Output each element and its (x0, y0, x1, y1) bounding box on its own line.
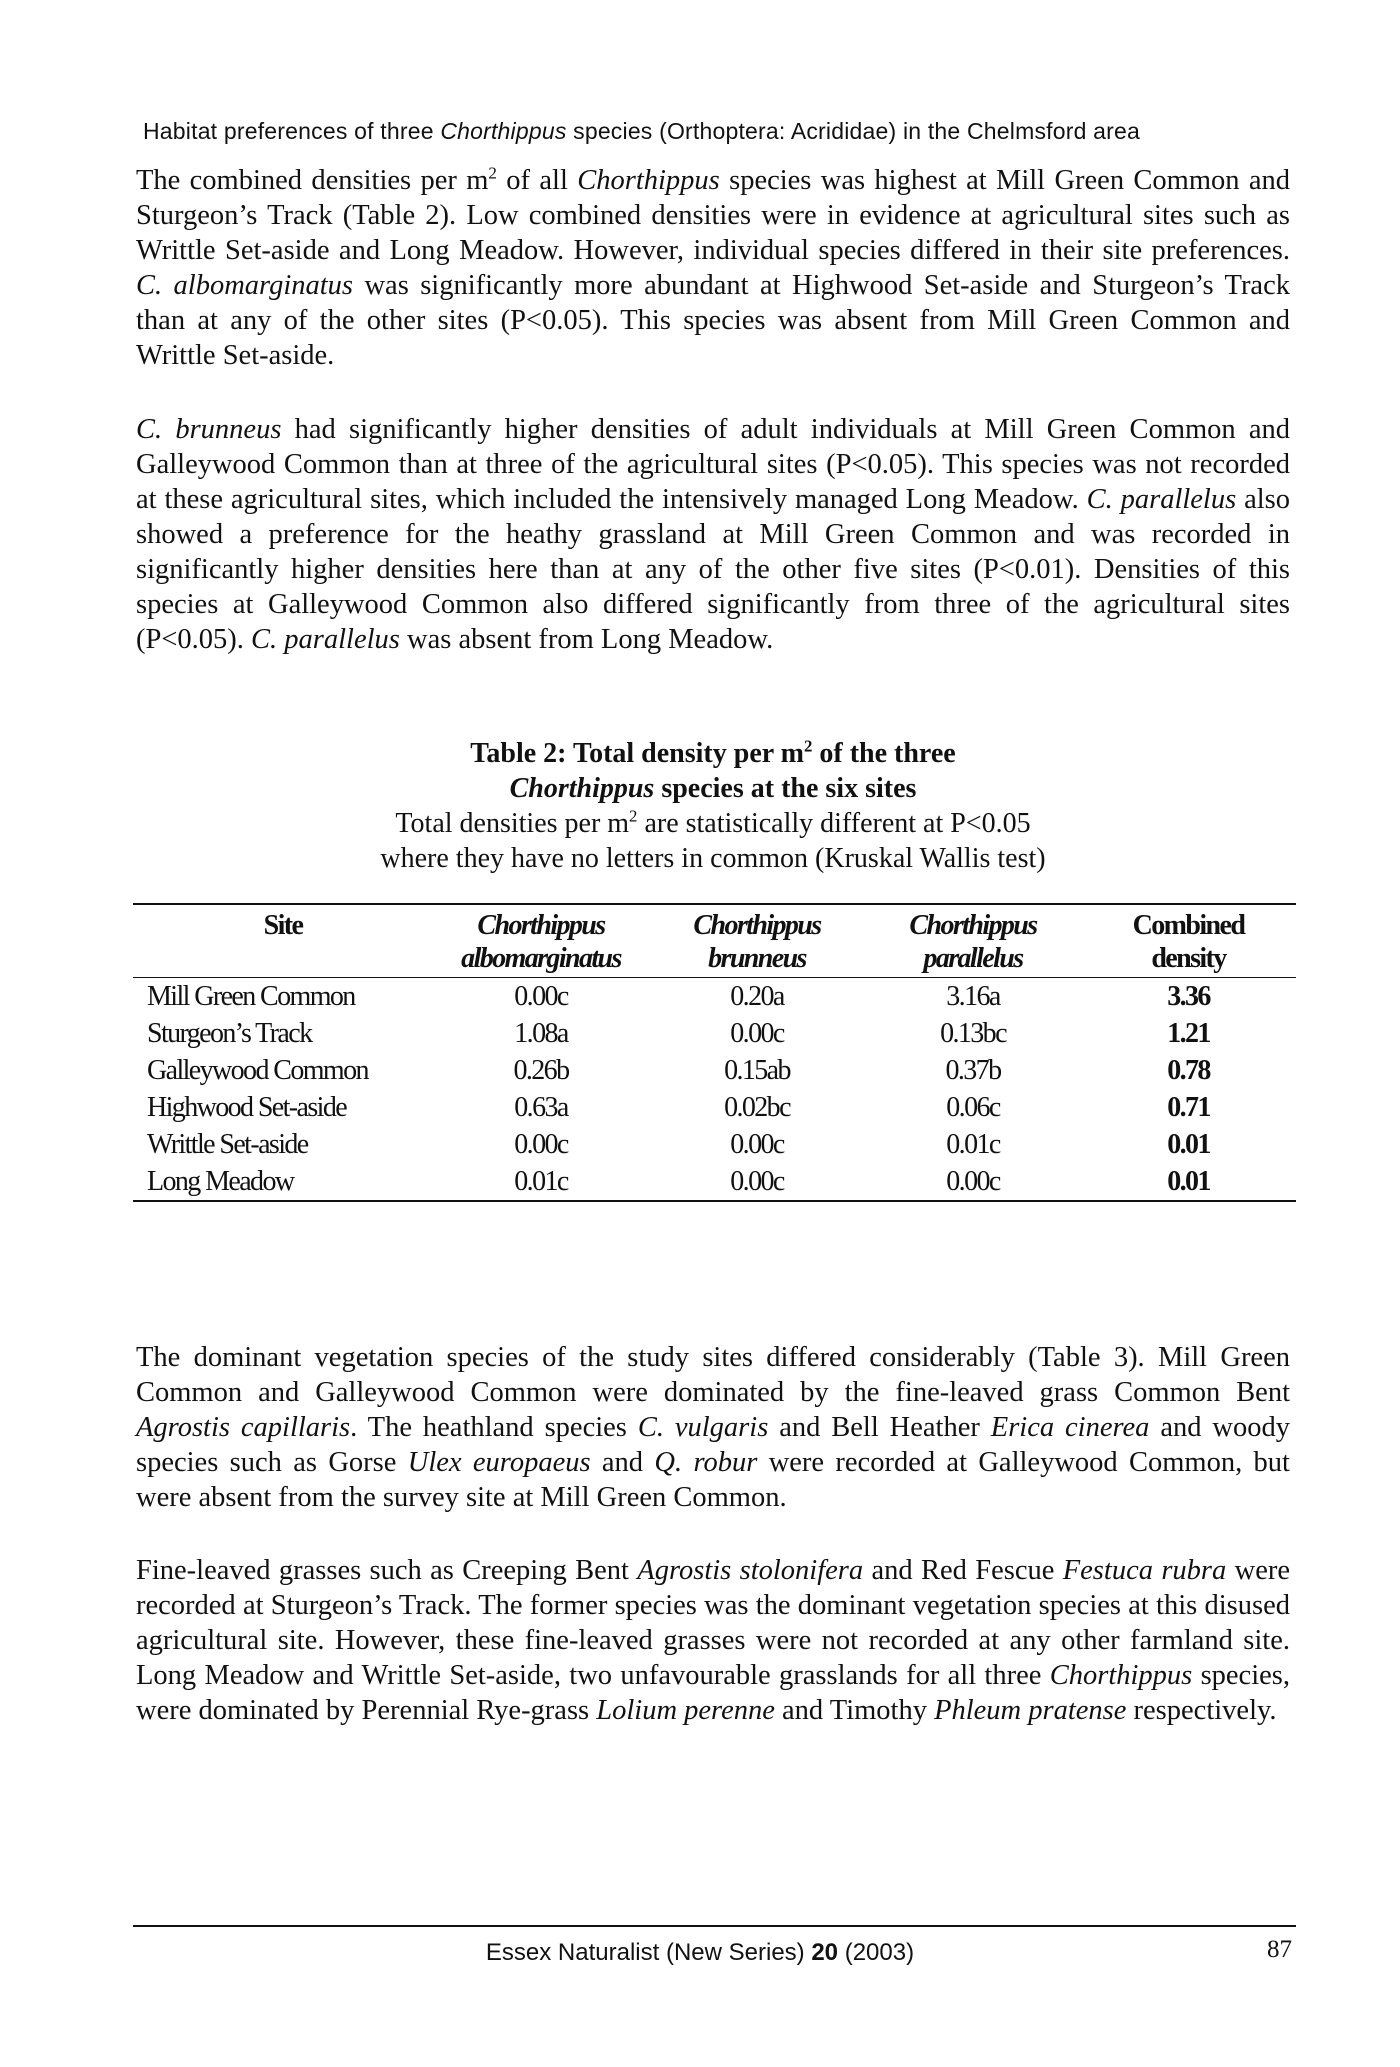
text-run: are statistically different at P<0.05 (637, 808, 1031, 839)
header-albomarginatus (433, 904, 649, 978)
text-run: and woody species such as Gorse (136, 1412, 1290, 1478)
site-cell: Mill Green Common (147, 981, 355, 1012)
brunneus-cell: 0.20a (730, 981, 784, 1012)
text-run: Total densities per m (395, 808, 630, 839)
header-text-pre: Habitat preferences of three (143, 118, 441, 144)
site-cell: Highwood Set-aside (147, 1092, 347, 1123)
text-run: Essex Naturalist (New Series) (485, 1939, 812, 1966)
running-header (143, 118, 1293, 145)
table-row (133, 1163, 1296, 1201)
header-combined-density (1081, 904, 1296, 978)
text-run: species at the six sites (654, 773, 917, 804)
text-run: (2003) (838, 1939, 915, 1966)
text-run: had significantly higher densities of adult individuals at Mill Green Common and Galleywood Common than at three of the agricultural sites (P<0.05). This species was not recorded at these agricultural sites, which included the intensively managed Long Meadow. (136, 414, 1291, 515)
footer-journal-citation (300, 1939, 1100, 1967)
site-cell: Sturgeon’s Track (147, 1018, 312, 1049)
species-name: Phleum pratense (934, 1695, 1127, 1726)
species-name: C. parallelus (1086, 484, 1237, 515)
table-caption (136, 736, 1290, 876)
superscript: 2 (629, 806, 638, 826)
text-run: also showed a preference for the heathy grassland at Mill Green Common and was recorded in significantly higher densities here than at any of the other five sites (P<0.01). Densities of this species at Galleywood Common also differed significantly from three of the agricultural sites (P<0.05). (136, 484, 1290, 655)
site-cell: Long Meadow (133, 1163, 433, 1201)
albomarginatus-cell: 1.08a (514, 1018, 568, 1049)
table-row (133, 1015, 1296, 1052)
species-name: Lolium perenne (596, 1695, 775, 1726)
text-run: was absent from Long Meadow. (399, 624, 774, 655)
text-run: were recorded at Sturgeon’s Track. The former species was the dominant vegetation species at this disused agricultural site. However, these fine-leaved grasses were not recorded at any other farmland site. Long Meadow and Writtle Set-aside, two unfavourable grasslands for all three (136, 1555, 1290, 1691)
text-run: of the three (812, 738, 956, 769)
albomarginatus-cell: 0.01c (433, 1163, 649, 1201)
combined-density-cell: 1.21 (1167, 1018, 1210, 1049)
text-run: species was highest at Mill Green Common and Sturgeon’s Track (Table 2). Low combined densities were in evidence at agricultural sites such as Writtle Set-aside and Long Meadow. However, individual species differed in their site preferences. (136, 165, 1291, 266)
albomarginatus-cell: 0.26b (513, 1055, 569, 1086)
paragraph-brunneus-parallelus (136, 412, 1290, 657)
text-run: The dominant vegetation species of the study sites differed considerably (Table 3). Mill Green Common and Galleywood Common were dominated by the fine-leaved grass Common Bent (136, 1342, 1290, 1408)
table-row (133, 1052, 1296, 1089)
text-run: The combined densities per m (136, 165, 489, 196)
combined-density-cell: 3.36 (1167, 981, 1210, 1012)
species-name: C. albomarginatus (136, 270, 354, 301)
parallelus-cell: 0.13bc (940, 1018, 1006, 1049)
species-name: C. parallelus (251, 624, 400, 655)
footer-divider (133, 1925, 1296, 1927)
brunneus-cell: 0.00c (730, 1018, 784, 1049)
parallelus-cell: 0.06c (946, 1092, 1000, 1123)
combined-density-cell: 0.71 (1167, 1092, 1210, 1123)
header-genus: Chorthippus (477, 910, 605, 941)
parallelus-cell: 3.16a (946, 981, 1000, 1012)
table-header-row (133, 904, 1296, 978)
header-brunneus (649, 904, 865, 978)
paragraph-combined-densities (136, 163, 1290, 373)
site-cell: Writtle Set-aside (147, 1129, 308, 1160)
table-row (133, 1089, 1296, 1126)
header-genus: Chorthippus (693, 910, 821, 941)
species-name: Chorthippus (577, 165, 720, 196)
species-name: Chorthippus (1049, 1660, 1193, 1691)
albomarginatus-cell: 0.63a (514, 1092, 568, 1123)
text-run: were recorded at Galleywood Common, but were absent from the survey site at Mill Green Common. (136, 1447, 1290, 1513)
text-run: Fine-leaved grasses such as Creeping Bent (136, 1555, 638, 1586)
header-genus: Chorthippus (440, 118, 567, 144)
combined-density-cell: 0.01 (1167, 1129, 1210, 1160)
species-name: Festuca rubra (1062, 1555, 1227, 1586)
species-name: C. brunneus (136, 414, 282, 445)
header-genus: Chorthippus (909, 910, 1037, 941)
header-site: Site (133, 904, 433, 978)
species-name: Q. robur (654, 1447, 758, 1478)
header-line: density (1151, 943, 1226, 974)
table-title (136, 736, 1290, 806)
species-name: Agrostis stolonifera (637, 1555, 864, 1586)
combined-density-cell: 0.78 (1167, 1055, 1210, 1086)
text-run: species, were dominated by Perennial Rye-grass (136, 1660, 1290, 1726)
table-row (133, 978, 1296, 1016)
text-run: respectively. (1126, 1695, 1277, 1726)
paragraph-fine-leaved-grasses (136, 1553, 1290, 1728)
parallelus-cell: 0.01c (946, 1129, 1000, 1160)
albomarginatus-cell: 0.00c (514, 981, 568, 1012)
table-subtitle-line-2: where they have no letters in common (Kruskal Wallis test) (380, 843, 1046, 874)
text-run: and Red Fescue (863, 1555, 1063, 1586)
species-name: C. vulgaris (637, 1412, 769, 1443)
species-name: Erica cinerea (990, 1412, 1150, 1443)
header-text-post: species (Orthoptera: Acrididae) in the Chelmsford area (566, 118, 1141, 144)
brunneus-cell: 0.02bc (724, 1092, 790, 1123)
superscript: 2 (488, 163, 497, 183)
species-name: Agrostis capillaris (136, 1412, 351, 1443)
parallelus-cell: 0.00c (865, 1163, 1081, 1201)
header-line: Combined (1132, 910, 1245, 941)
text-run: and Timothy (774, 1695, 935, 1726)
text-run: . The heathland species (350, 1412, 638, 1443)
species-name: Ulex europaeus (407, 1447, 591, 1478)
parallelus-cell: 0.37b (945, 1055, 1001, 1086)
brunneus-cell: 0.00c (730, 1129, 784, 1160)
superscript: 2 (804, 736, 813, 756)
table-subtitle-line-1 (136, 806, 1290, 841)
brunneus-cell: 0.00c (649, 1163, 865, 1201)
text-run: of all (496, 165, 578, 196)
brunneus-cell: 0.15ab (724, 1055, 790, 1086)
volume-number: 20 (811, 1939, 839, 1966)
density-table (133, 903, 1296, 1202)
text-run: and (590, 1447, 655, 1478)
text-run: Table 2: Total density per m (470, 738, 804, 769)
page-number: 87 (1267, 1936, 1292, 1963)
header-species: parallelus (923, 943, 1023, 974)
albomarginatus-cell: 0.00c (514, 1129, 568, 1160)
header-species: albomarginatus (461, 943, 621, 974)
header-species: brunneus (708, 943, 806, 974)
text-run: and Bell Heather (768, 1412, 991, 1443)
paragraph-dominant-vegetation (136, 1340, 1290, 1515)
header-parallelus (865, 904, 1081, 978)
table-row (133, 1126, 1296, 1163)
text-run: was significantly more abundant at Highwood Set-aside and Sturgeon’s Track than at any of the other sites (P<0.05). This species was absent from Mill Green Common and Writtle Set-aside. (136, 270, 1290, 371)
species-name: Chorthippus (509, 773, 655, 804)
combined-density-cell: 0.01 (1081, 1163, 1296, 1201)
site-cell: Galleywood Common (147, 1055, 368, 1086)
